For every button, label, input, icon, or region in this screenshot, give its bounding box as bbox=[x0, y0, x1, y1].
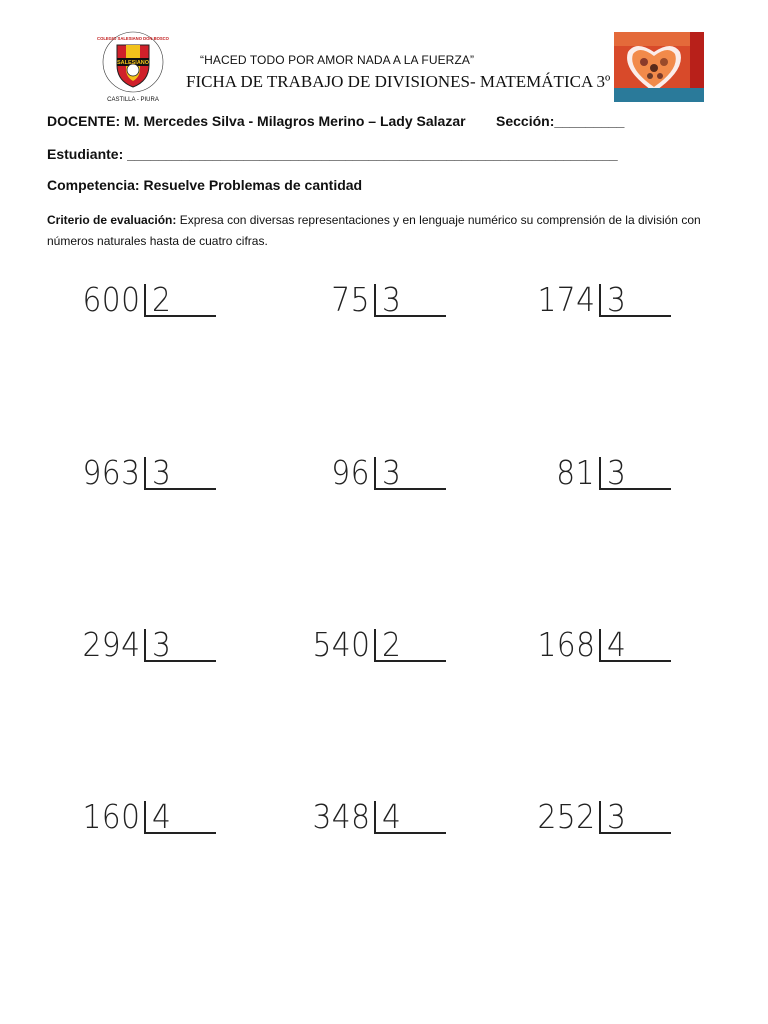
division-problem bbox=[455, 280, 675, 340]
school-logo-top: COLEGIO SALESIANO DON BOSCO bbox=[97, 36, 169, 41]
school-logo-bottom: CASTILLA - PIURA bbox=[107, 97, 159, 103]
dividend: 168 bbox=[536, 625, 595, 664]
division-problem bbox=[455, 453, 675, 513]
page-title: FICHA DE TRABAJO DE DIVISIONES- MATEMÁTICA 3º bbox=[186, 72, 611, 91]
division-problem bbox=[0, 625, 220, 685]
section-field: Sección:_________ bbox=[496, 113, 625, 129]
dividend: 294 bbox=[81, 625, 140, 664]
divisor: 4 bbox=[382, 797, 401, 836]
divisor: 4 bbox=[607, 625, 626, 664]
division-problem bbox=[455, 625, 675, 685]
criterion-text: Expresa con diversas representaciones y en lenguaje numérico su comprensión de la división con números naturales hasta de cuatro cifras. bbox=[47, 213, 701, 248]
dividend: 81 bbox=[556, 453, 595, 492]
division-problem bbox=[0, 797, 220, 857]
dividend: 252 bbox=[536, 797, 595, 836]
division-problem bbox=[455, 797, 675, 857]
dividend: 174 bbox=[536, 280, 595, 319]
dividend: 963 bbox=[81, 453, 140, 492]
divisor: 3 bbox=[607, 280, 626, 319]
division-problem bbox=[0, 280, 220, 340]
divisor: 2 bbox=[382, 625, 401, 664]
teacher-line: DOCENTE: M. Mercedes Silva - Milagros Merino – Lady Salazar bbox=[47, 113, 466, 129]
criterion-label: Criterio de evaluación: bbox=[47, 213, 177, 227]
dividend: 75 bbox=[331, 280, 370, 319]
division-problem bbox=[230, 625, 450, 685]
dividend: 96 bbox=[331, 453, 370, 492]
dividend: 348 bbox=[311, 797, 370, 836]
division-problem bbox=[230, 797, 450, 857]
competency-line: Competencia: Resuelve Problemas de cantidad bbox=[47, 177, 363, 193]
divisor: 3 bbox=[382, 280, 401, 319]
divisor: 3 bbox=[607, 453, 626, 492]
divisor: 2 bbox=[152, 280, 171, 319]
divisor: 3 bbox=[382, 453, 401, 492]
divisor: 3 bbox=[152, 453, 171, 492]
divisor: 3 bbox=[607, 797, 626, 836]
division-problem bbox=[230, 453, 450, 513]
school-logo-banner: SALESIANO bbox=[116, 60, 150, 66]
division-problem bbox=[230, 280, 450, 340]
divisor: 3 bbox=[152, 625, 171, 664]
dividend: 600 bbox=[81, 280, 140, 319]
dividend: 540 bbox=[311, 625, 370, 664]
motto: “HACED TODO POR AMOR NADA A LA FUERZA” bbox=[200, 53, 475, 67]
divisor: 4 bbox=[152, 797, 171, 836]
division-problem bbox=[0, 453, 220, 513]
student-field: Estudiante: _______________________________________________________________ bbox=[47, 146, 618, 162]
dividend: 160 bbox=[81, 797, 140, 836]
